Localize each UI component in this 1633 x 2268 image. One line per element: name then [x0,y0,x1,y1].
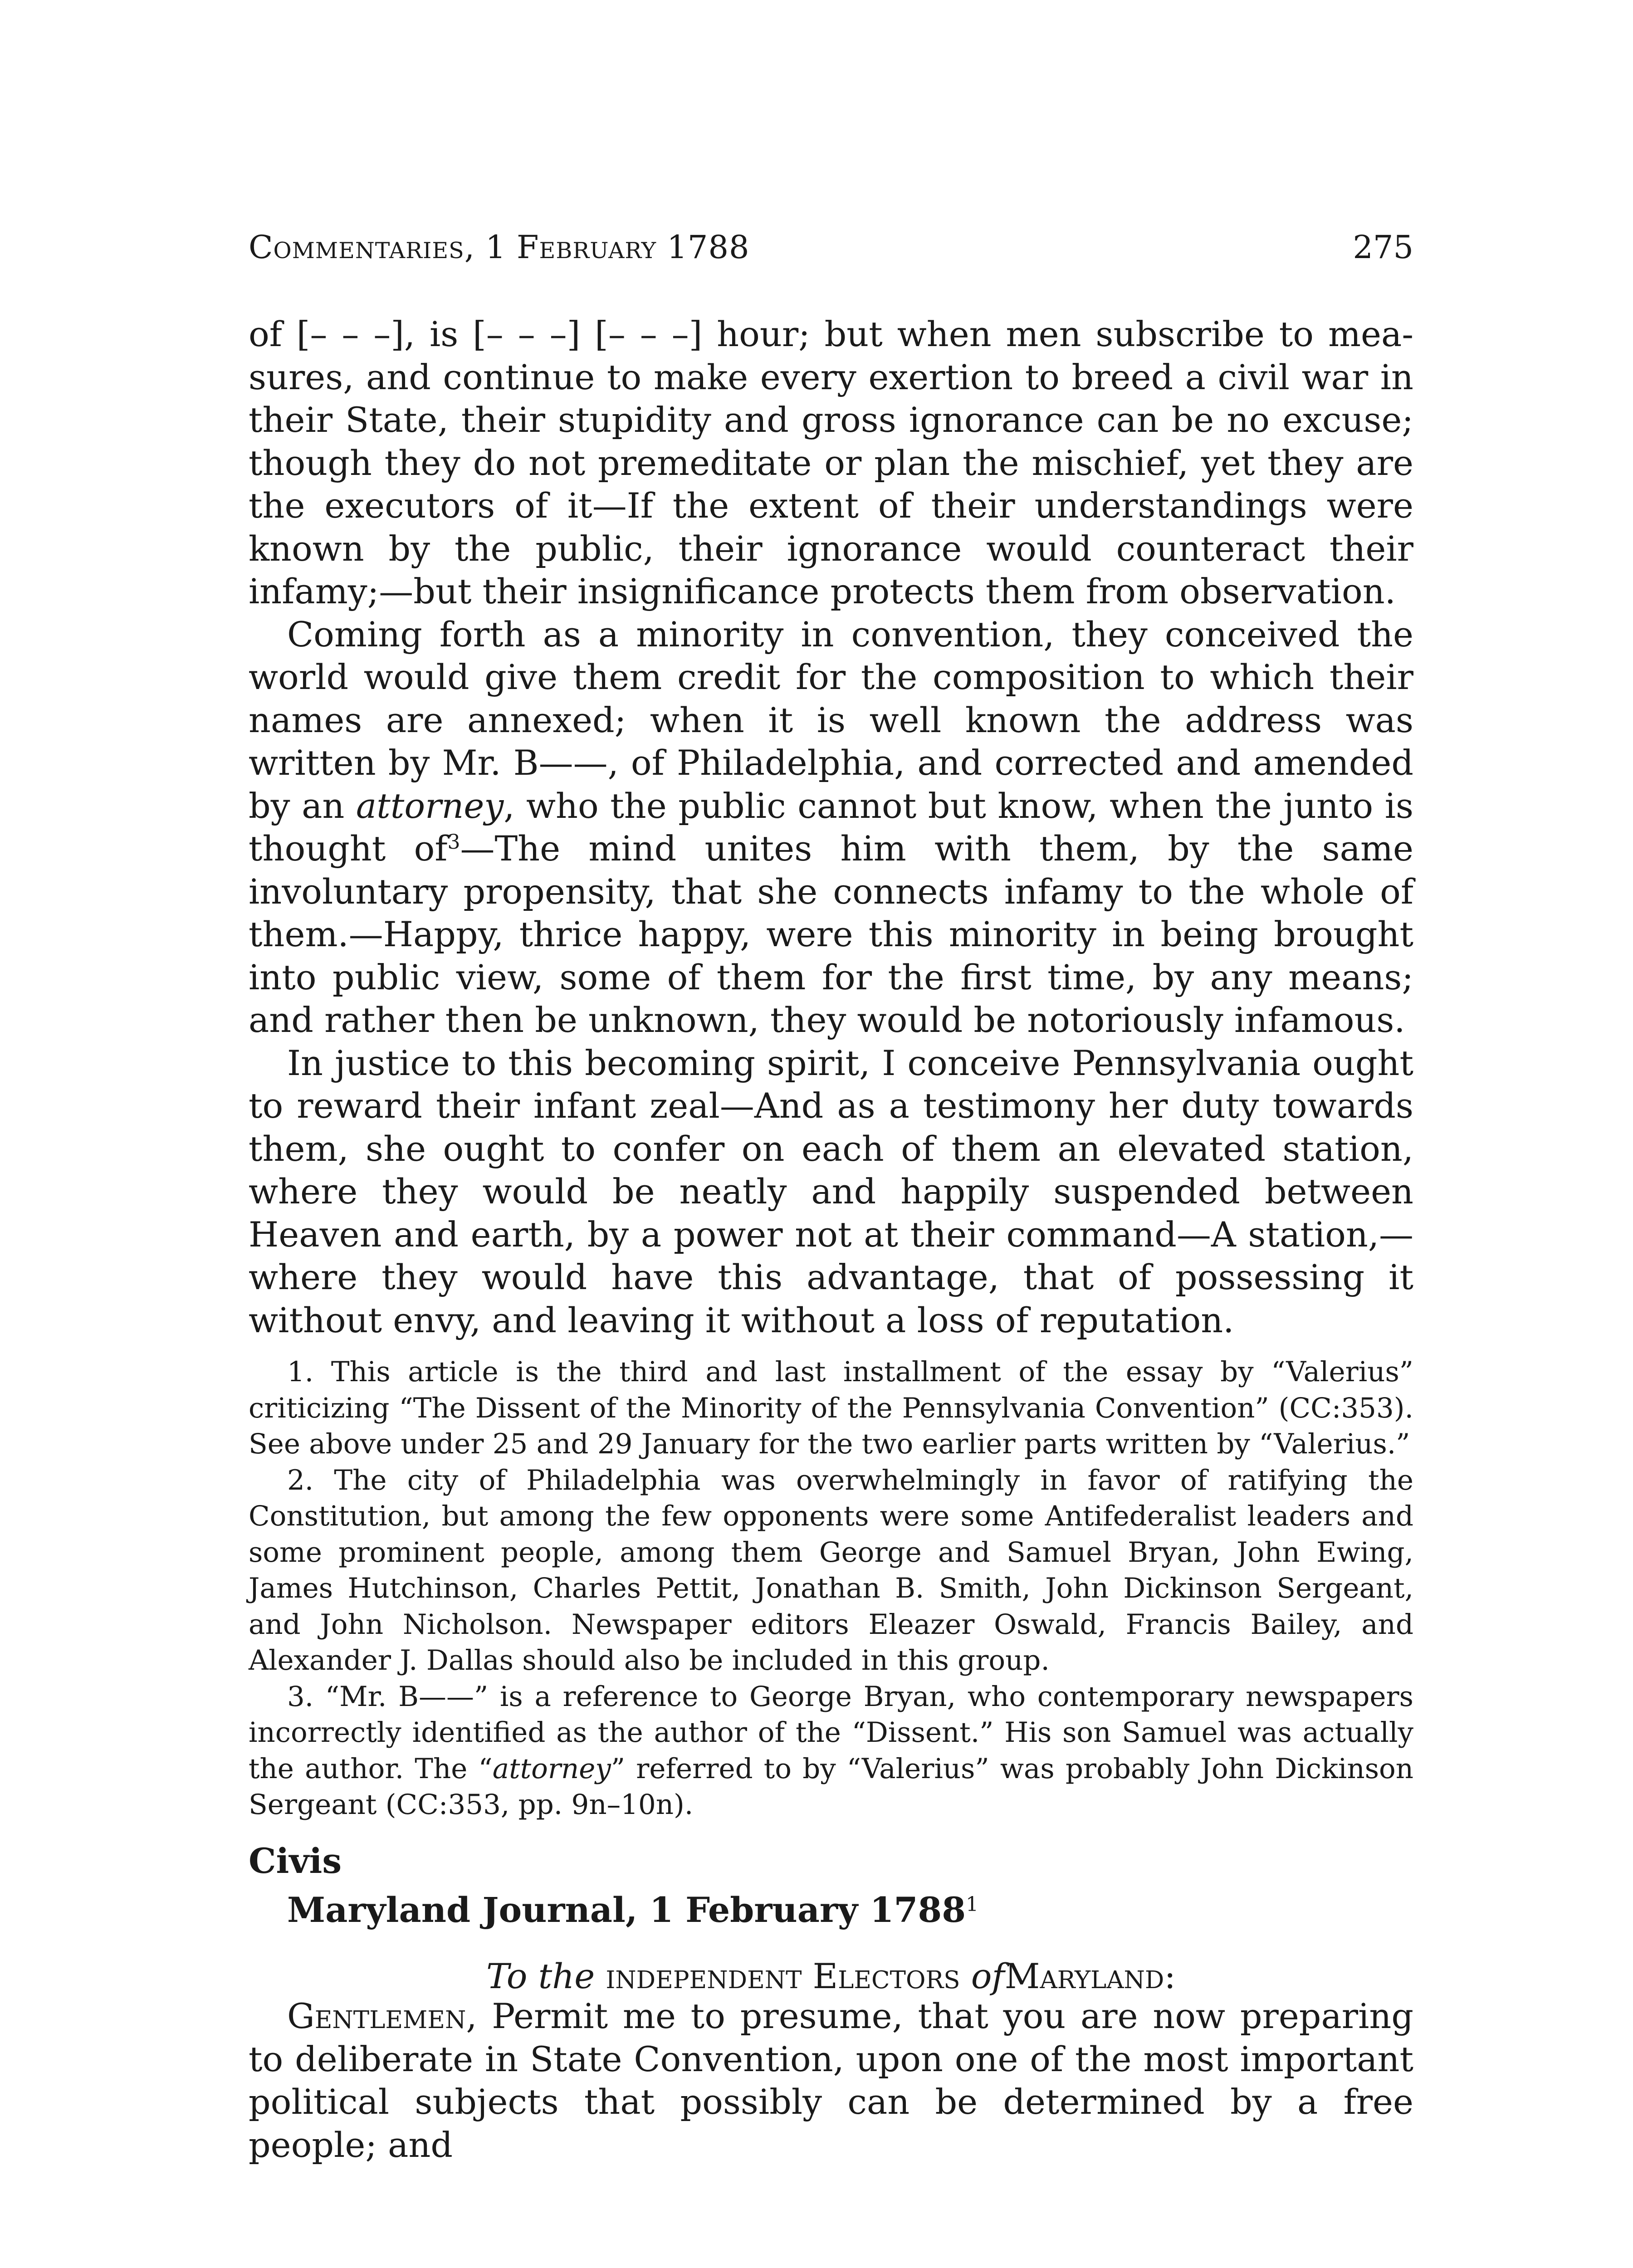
document-author: Civis [249,1841,342,1881]
main-text [249,313,1413,1342]
salutation-independent: independent [606,1956,802,1996]
footnote-1: 1. This article is the third and last installment of the essay by “Valerius” criticizing “The Dissent of the Minority of the Pennsylvania Convention” (CC:353). See above under 25 and 29 January for the two earlier parts written by “Valerius.” [249,1356,1413,1460]
salutation-maryland: Maryland: [1004,1956,1176,1996]
letter-paragraph-1 [249,1995,1413,2166]
document-source [249,1883,1413,1932]
paragraph-2-text-a: Coming forth as a minority in convention, they conceived the world would give them credit for the composition to which their names are annexed; when it is well known the address was written by Mr. B——, of Philadelphia, and corrected and amended by an [249,614,1413,826]
paragraph-2-text-b: , who the public cannot but know, when the junto is thought of [249,785,1413,869]
attorney-italic: attorney [356,785,504,826]
footnote-3 [249,1679,1413,1823]
footnotes [249,1354,1413,1823]
paragraph-1: of [– – –], is [– – –] [– – –] hour; but when men subscribe to measures, and continue to make every exertion to breed a civil war in their State, their stupidity and gross ignorance can be no excuse; though they do not premeditate or plan the mischief, yet they are the executors of it—If the extent of their understandings were known by the public, their ignorance would counteract their infamy;—but their insignificance protects them from observation. [249,314,1413,611]
paragraph-3: In justice to this becoming spirit, I conceive Pennsylvania ought to reward their infant zeal—And as a testimony her duty towards them, she ought to confer on each of them an elevated station, where they would be neatly and happily suspended between Heaven and earth, by a power not at their command—A station,—where they would have this advantage, that of possessing it without envy, and leaving it without a loss of reputation. [249,1042,1413,1340]
opening-word: Gentlemen, [287,1996,477,2036]
document-heading [249,1839,1413,1932]
footnote-3-attorney-italic: attorney [492,1752,611,1785]
salutation [249,1955,1413,1998]
footnote-3-text-a: 3. “Mr. B——” is a reference to George Bryan, who contemporary newspapers incorrectly identified as the author of the “Dissent.” His son Samuel was actually the author. The “ [249,1680,1413,1785]
salutation-electors: Electors [812,1956,960,1996]
letter-text [249,1995,1413,2166]
opening-text: Permit me to presume, that you are now preparing to deliberate in State Convention, upon one of the most important political subjects that possibly can be determined by a free people; and [249,1996,1413,2165]
document-source-ref: 1 [966,1893,979,1916]
paragraph-2-text-c: —The mind unites him with them, by the same involuntary propensity, that she connects infamy to the whole of them.—Happy, thrice happy, were this minority in being brought into public view, some of them for the first time, by any means; and rather then be unknown, they would be notoriously infamous. [249,828,1413,1040]
footnote-ref-3: 3 [447,831,460,854]
footnote-3-text-b: ” referred to by “Valerius” was probably John Dickinson Sergeant (CC:353, pp. 9n–10n). [249,1752,1414,1821]
document-source-text: Maryland Journal, 1 February 1788 [287,1890,966,1930]
paragraph-2 [249,613,1413,1042]
running-header [249,229,1413,265]
page-number: 275 [1353,229,1413,266]
salutation-of: of [971,1956,1005,1996]
footnote-2: 2. The city of Philadelphia was overwhelmingly in favor of ratifying the Constitution, but among the few opponents were some Antifederalist leaders and some prominent people, among them George and Samuel Bryan, John Ewing, James Hutchinson, Charles Pettit, Jonathan B. Smith, John Dickinson Sergeant, and John Nicholson. Newspaper editors Eleazer Oswald, Francis Bailey, and Alexander J. Dallas should also be included in this group. [249,1464,1413,1677]
salutation-to: To the [486,1956,595,1996]
running-title: Commentaries, 1 February 1788 [249,229,750,266]
